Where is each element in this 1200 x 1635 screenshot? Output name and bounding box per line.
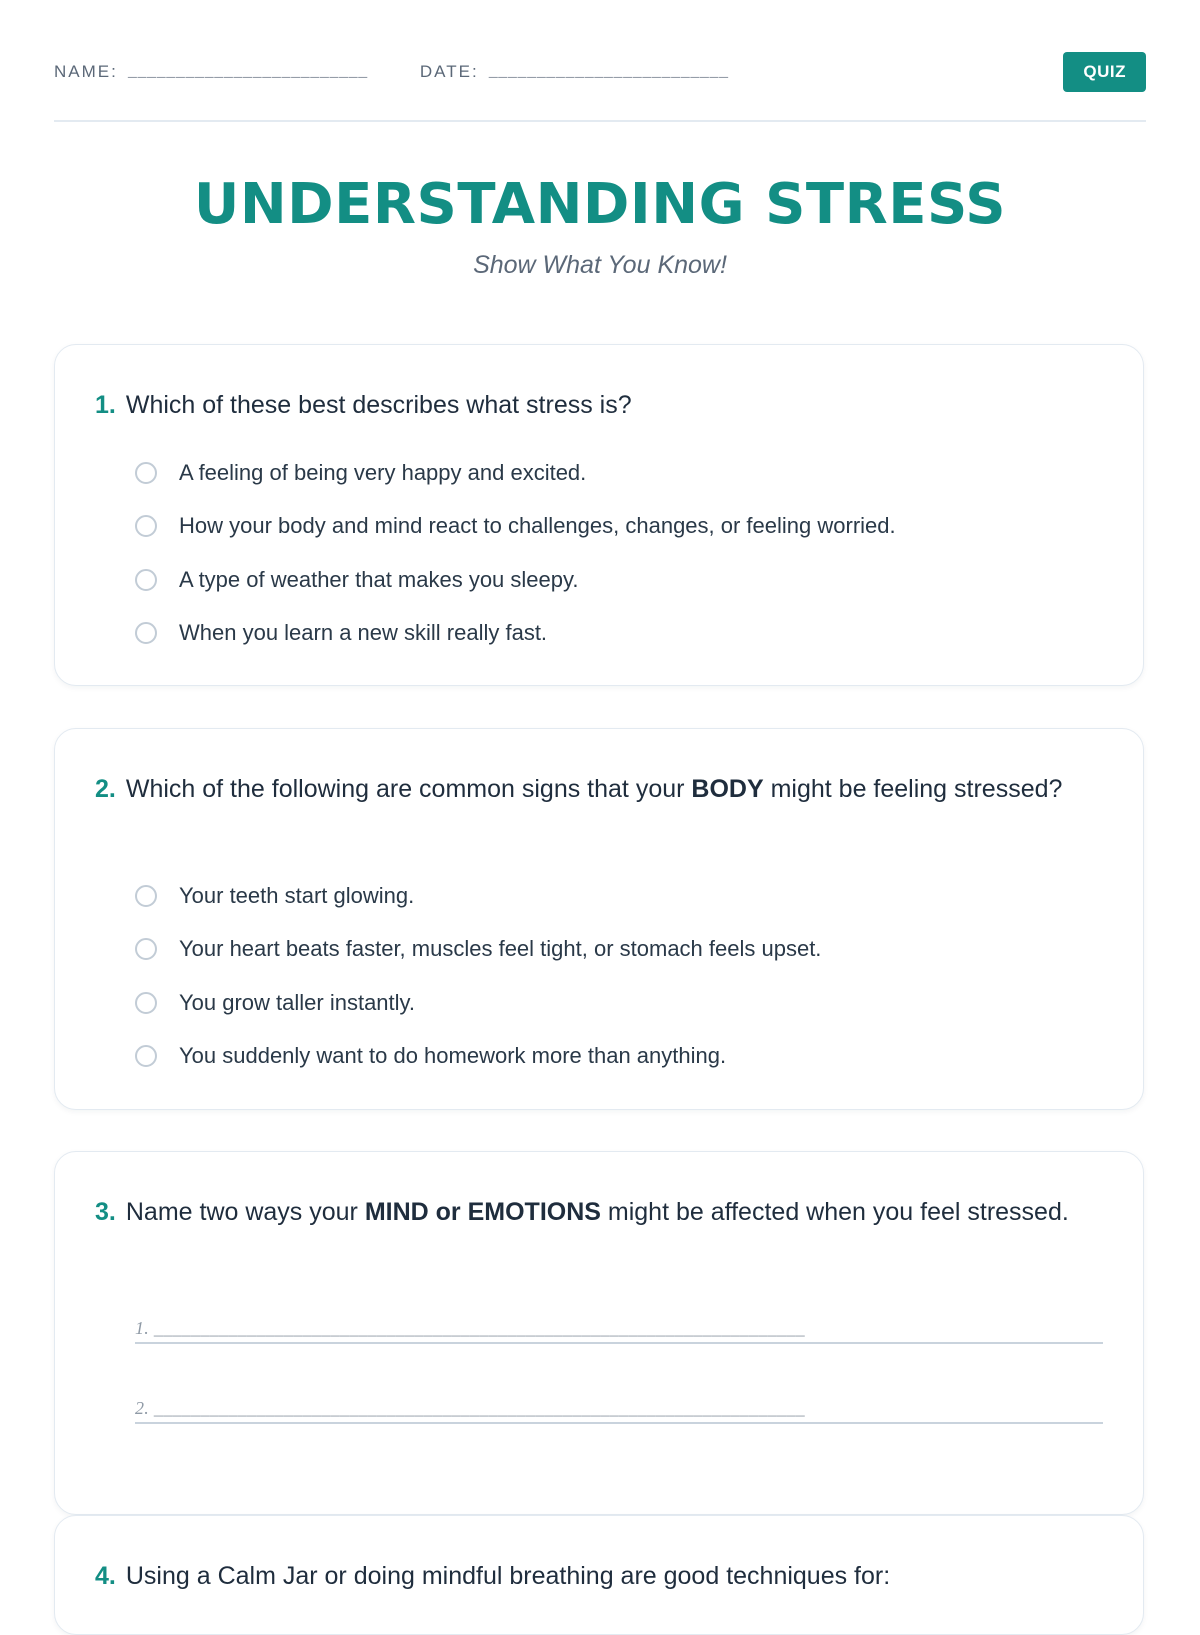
question-prompt: Which of these best describes what stress is? [125, 391, 632, 419]
question-emphasis: BODY [691, 775, 764, 803]
question-4-text [95, 1556, 1083, 1596]
page-subtitle: Show What You Know! [473, 251, 727, 279]
answer-rule [135, 1342, 1103, 1344]
radio-button[interactable] [135, 1045, 157, 1067]
option-item[interactable] [135, 923, 1103, 977]
question-card-1 [54, 344, 1144, 686]
question-card-2 [54, 728, 1144, 1110]
option-list [135, 446, 1103, 660]
answer-line-1[interactable] [135, 1300, 1103, 1380]
question-prompt-end: might be affected when you feel stressed. [600, 1198, 1069, 1226]
quiz-badge: QUIZ [1063, 52, 1146, 92]
radio-button[interactable] [135, 992, 157, 1014]
answer-rule [135, 1422, 1103, 1424]
radio-button[interactable] [135, 938, 157, 960]
option-item[interactable] [135, 607, 1103, 661]
radio-button[interactable] [135, 462, 157, 484]
question-prompt: Using a Calm Jar or doing mindful breathing are good techniques for: [125, 1562, 891, 1590]
question-2-text [95, 769, 1083, 809]
date-label: DATE: [419, 62, 479, 81]
option-label: A feeling of being very happy and excited. [179, 459, 587, 485]
answer-line-label: 2. ______________________________________________________________________ [135, 1398, 805, 1418]
option-list [135, 869, 1103, 1083]
answer-area [135, 1300, 1103, 1460]
question-emphasis: MIND or EMOTIONS [364, 1198, 601, 1226]
question-number: 2. [95, 775, 116, 803]
question-card-3 [54, 1151, 1144, 1515]
option-item[interactable] [135, 446, 1103, 500]
question-prompt-start: Which of the following are common signs that your [125, 775, 692, 803]
option-label: Your heart beats faster, muscles feel tight, or stomach feels upset. [179, 936, 822, 962]
question-number: 1. [95, 391, 116, 419]
question-number: 4. [95, 1562, 116, 1590]
option-item[interactable] [135, 553, 1103, 607]
option-label: You grow taller instantly. [179, 989, 416, 1015]
option-label: When you learn a new skill really fast. [179, 620, 548, 646]
header-divider [54, 120, 1146, 122]
name-blank[interactable]: _________________________ [127, 63, 368, 81]
name-label: NAME: [54, 62, 118, 81]
radio-button[interactable] [135, 569, 157, 591]
radio-button[interactable] [135, 622, 157, 644]
option-item[interactable] [135, 1030, 1103, 1084]
option-item[interactable] [135, 500, 1103, 554]
worksheet-header [54, 52, 1146, 92]
page-title: UNDERSTANDING STRESS [193, 172, 1007, 237]
question-prompt-end: might be feeling stressed? [763, 775, 1063, 803]
question-prompt-start: Name two ways your [125, 1198, 365, 1226]
option-item[interactable] [135, 976, 1103, 1030]
answer-line-2[interactable] [135, 1380, 1103, 1460]
question-1-text [95, 385, 1083, 425]
date-field [420, 62, 729, 82]
radio-button[interactable] [135, 885, 157, 907]
option-label: You suddenly want to do homework more than anything. [179, 1043, 727, 1069]
option-label: A type of weather that makes you sleepy. [179, 566, 579, 592]
name-field [54, 62, 368, 82]
option-label: Your teeth start glowing. [179, 882, 415, 908]
option-item[interactable] [135, 869, 1103, 923]
radio-button[interactable] [135, 515, 157, 537]
question-3-text [95, 1192, 1083, 1232]
option-label: How your body and mind react to challenges, changes, or feeling worried. [179, 513, 896, 539]
date-blank[interactable]: _________________________ [488, 63, 729, 81]
question-number: 3. [95, 1198, 116, 1226]
answer-line-label: 1. ______________________________________________________________________ [135, 1318, 805, 1338]
question-card-4 [54, 1515, 1144, 1635]
